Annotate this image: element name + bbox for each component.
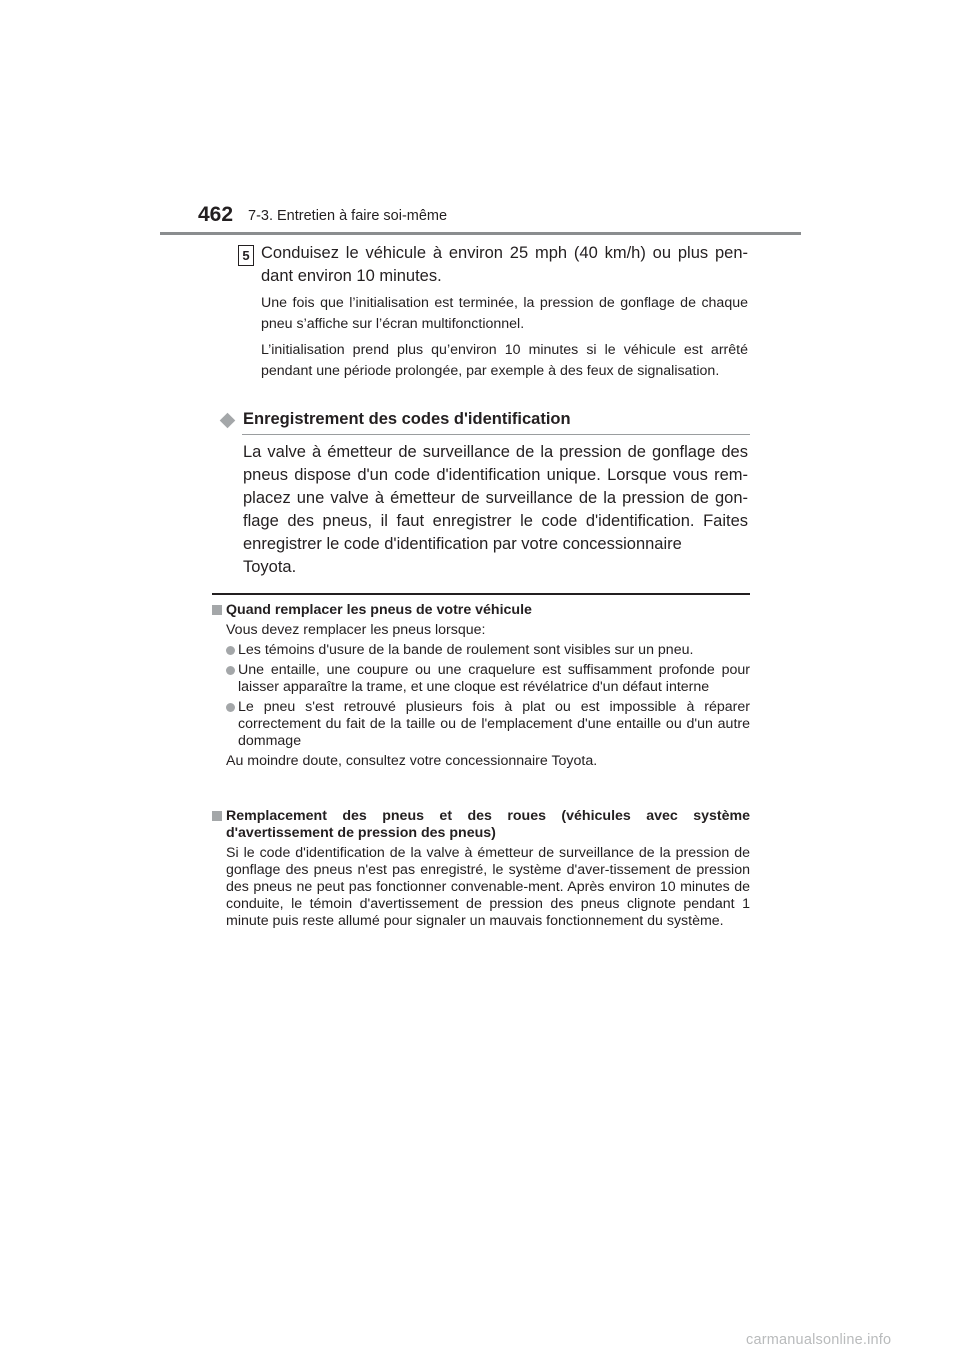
circle-bullet-icon	[226, 666, 235, 675]
subsection-title: Enregistrement des codes d'identification	[243, 410, 571, 428]
info-heading	[212, 808, 750, 842]
list-item-text: Le pneu s'est retrouvé plusieurs fois à plat ou est impossible à réparer correctement du fait de la taille ou de l'emplacement d'une entaille ou d'un autre dommage	[238, 699, 750, 749]
list-item-text: Les témoins d'usure de la bande de roulement sont visibles sur un pneu.	[238, 642, 694, 658]
info-intro: Vous devez remplacer les pneus lorsque:	[226, 622, 486, 638]
square-bullet-icon	[212, 605, 222, 615]
section-divider	[212, 593, 750, 595]
square-bullet-icon	[212, 811, 222, 821]
step-number-badge: 5	[238, 245, 254, 266]
info-block-wheel-replacement	[212, 808, 750, 930]
header-rule	[160, 232, 801, 235]
info-heading-text: Quand remplacer les pneus de votre véhicule	[226, 602, 532, 618]
subsection-rule	[242, 434, 750, 435]
circle-bullet-icon	[226, 703, 235, 712]
list-item-text: Une entaille, une coupure ou une craquelure est suffisamment profonde pour laisser apparaître la trame, et une cloque est révélatrice d'un défaut interne	[238, 662, 750, 695]
info-heading	[212, 602, 750, 619]
step-text: Conduisez le véhicule à environ 25 mph (40 km/h) ou plus pen-dant environ 10 minutes.	[261, 244, 748, 285]
list-item	[212, 699, 750, 750]
list-item	[212, 662, 750, 696]
diamond-icon	[220, 413, 236, 429]
subsection-body-end: Toyota.	[243, 558, 297, 576]
section-title: 7-3. Entretien à faire soi-même	[248, 208, 448, 224]
step-note-1: Une fois que l’initialisation est terminée, la pression de gonflage de chaque pneu s’affiche sur l’écran multifonctionnel.	[261, 295, 748, 332]
subsection-body	[243, 441, 748, 579]
step-note-2: L’initialisation prend plus qu’environ 10 minutes si le véhicule est arrêté pendant une période prolongée, par exemple à des feux de signalisation.	[261, 342, 748, 379]
info-block-tire-replacement	[212, 602, 750, 770]
subsection-body-text: La valve à émetteur de surveillance de la pression de gonflage des pneus dispose d'un code d'identification unique. Lorsque vous rem-placez une valve à émetteur de surveillance de la pression de gon-flage des pneus, il faut enregistrer le code d'identification. Faites enregistrer le code d'identification par votre concessionnaire	[243, 443, 748, 553]
circle-bullet-icon	[226, 646, 235, 655]
list-item	[212, 642, 750, 659]
watermark: carmanualsonline.info	[746, 1332, 892, 1348]
page-number: 462	[198, 203, 234, 226]
info-heading-text: Remplacement des pneus et des roues (véhicules avec système d'avertissement de pression des pneus)	[226, 808, 750, 841]
info-footer: Au moindre doute, consultez votre concessionnaire Toyota.	[226, 753, 598, 769]
info-body: Si le code d'identification de la valve à émetteur de surveillance de la pression de gonflage des pneus n'est pas enregistré, le système d'aver-tissement de pression des pneus ne peut pas fonctionner convenable-ment. Après environ 10 minutes de conduite, le témoin d'avertissement de pression des pneus clignote pendant 1 minute puis reste allumé pour signaler un mauvais fonctionnement du système.	[226, 845, 750, 929]
